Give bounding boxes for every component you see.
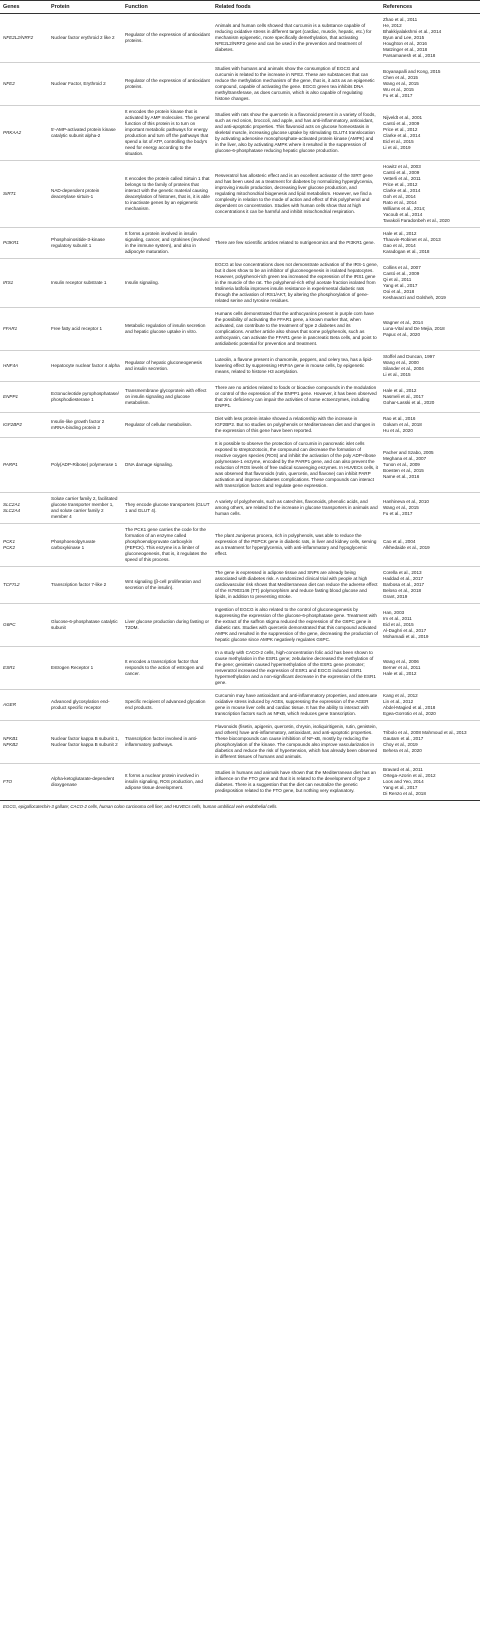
reference-item: Clarke et al., 2014 [383,133,421,138]
reference-item: Kang et al., 2012 [383,693,418,698]
reference-item: Wang et al., 2015 [383,505,419,510]
related-foods-cell: Diet with less protein intake showed a relationship with the increase in IGF2BP2. But no studies on polyphenols or Mediterranean diet and changes in the expression of this gene have been reported. [212,413,380,438]
protein-cell: Hepatocyte nuclear factor 4 alpha [48,351,122,382]
gene-symbol: PI3KR1 [3,240,19,245]
gene-symbol: NFKB2 [3,742,18,747]
related-foods-cell: Humans cells demonstrated that the anthocyanins present in purple corn have the possibility of activating the FFAR1 gene, a known marker that, when activated, can contribute to the treatment of type 2 diabetes and its complications. Another article also shows that some polyphenols, such as anthocyanin, can activate the FFAR1 gene in pancreatic Beta cells, and point to antidiabetic potential for prevention and treatment. [212,308,380,351]
related-foods-cell: Studies with humans and animals show the consumption of EGCG and curcumin is related to the increase in NFE2. These are substances that can reduce the methylation mechanism of the gene, that is, it acts as an epigenetic compound, capable of activating the gene. EGCG green tea inhibits DNA methyltransferase, as does curcumin, which is also capable of regulating histone changes. [212,63,380,106]
table-row [0,228,480,259]
gene-cell [0,259,48,308]
reference-item: Gokam et al., 2018 [383,422,422,427]
reference-item: Keshavarzi and Golsheh, 2019 [383,295,446,300]
reference-item: Hale et al., 2012 [383,388,417,393]
related-foods-cell: Ingestion of EGCG is also related to the control of gluconeogenesis by suppressing the expression of the glucose-6-phosphatase gene. Treatment with the extract of the saffron stigma reduced the expression of the G6PC gene in diabetic rats. Studies with quercetin demonstrated that this compound activated AMPK and resulted in the suppression of the gene, decreasing the production of hepatic glucose since AMPK negatively regulates G6PC. [212,604,380,647]
gene-symbol: HNF4A [3,363,19,368]
header-references: References [380,1,480,14]
gene-cell [0,524,48,567]
reference-item: Ortega-Azorin et al., 2012 [383,773,436,778]
protein-cell: Solute carrier family 2, facilitated glucose transporter member 1, and solute carrier family 2 member 4 [48,493,122,524]
protein-cell: Insulin-like growth factor 2 mRNA-binding protein 2 [48,413,122,438]
protein-cell: Ectonucleotide pyrophosphatase/ phosphodiesterase 1 [48,382,122,413]
table-row [0,259,480,308]
reference-item: Mohamadi et al., 2019 [383,634,429,639]
gene-cell [0,382,48,413]
related-foods-cell: It is possible to observe the protection of curcumin in pancreatic islet cells exposed to streptozotocin, the compound can decrease the formation of reactive oxygen species (ROS) and inhibit the activation of the poly ADP-ribose polymerase-1 enzyme, encoded by the PARP1 gene, and can also prevent the reduction of ROS levels of free radical scavenging enzymes. In HUVECs cells, it was observed that flavonoids (rutin, quercetin, and flavone) can inhibit PARP activation and improve diabetes complications. These compounds can interact with transcription factors and regulate gene expression. [212,438,380,493]
references-cell [380,438,480,493]
reference-item: Matzinger et al., 2018 [383,47,428,52]
reference-item: Rao et al., 2016 [383,416,416,421]
reference-item: Grant, 2019 [383,594,408,599]
reference-item: Im et al., 2011 [383,616,412,621]
protein-cell: Phosphoenolpyruvate carboxykinase 1 [48,524,122,567]
table-row [0,161,480,228]
reference-item: Karadogan et al., 2018 [383,249,430,254]
table-row [0,721,480,764]
function-cell: Wnt signaling (β-cell proliferation and secretion of the insulin). [122,567,212,604]
reference-item: Berner et al., 2011 [383,665,421,670]
reference-item: Alkhedaide et al., 2019 [383,545,430,550]
reference-item: Cantó et al., 2009 [383,271,420,276]
references-cell [380,63,480,106]
reference-item: Price et al., 2012 [383,127,418,132]
table-row [0,413,480,438]
gene-symbol: NFE2L2/NRF2 [3,35,34,40]
reference-item: Al-Daghri et al., 2017 [383,628,427,633]
gene-cell [0,308,48,351]
table-row [0,690,480,721]
protein-cell: Poly(ADP-Ribose) polymerase 1 [48,438,122,493]
gene-symbol: ESR1 [3,665,16,670]
reference-item: Barbosa et al., 2017 [383,582,425,587]
reference-item: Boesten et al., 2015 [383,468,424,473]
gene-cell [0,493,48,524]
gene-cell [0,567,48,604]
references-cell [380,228,480,259]
related-foods-cell: Studies in humans and animals have shown that the Mediterranean diet has an influence on the FTO gene and that it is related to the development of type 2 diabetes. There is a suggestion that the diet can neutralize the genetic predisposition related to the FTO gene, but nothing very explanatory. [212,764,380,801]
reference-item: Ooi et al., 2018 [383,289,415,294]
reference-item: Tribolo et al., 2008 Mahmoud et al., 2013 [383,730,467,735]
gene-symbol: FFAR1 [3,326,18,331]
reference-item: Vetterli et al., 2011 [383,176,421,181]
protein-cell: NAD-dependent protein deacetylase sirtuin-1 [48,161,122,228]
gene-cell [0,106,48,161]
function-cell: Metabolic regulation of insulin secretion and hepatic glucose uptake in vitro. [122,308,212,351]
reference-item: Parsamanesh et al., 2018 [383,53,436,58]
reference-item: Hale et al., 2012 [383,231,417,236]
protein-cell: Nuclear factor kappa B subunit 1, Nuclear factor kappa B subunit 2 [48,721,122,764]
references-cell [380,413,480,438]
gene-cell [0,721,48,764]
reference-item: Cantó et al., 2009 [383,121,420,126]
reference-item: Hu et al., 2020 [383,428,413,433]
reference-item: Lin et al., 2012 [383,699,414,704]
reference-item: Thauvin-Robinet et al., 2013 [383,237,441,242]
related-foods-cell: The gene is expressed in adipose tissue and SNPs are already being associated with diabetes risk. A randomized clinical trial with people at high cardiovascular risk shows that Mediterranean diet can reduce the adverse effect of the rs7903146 (TT) polymorphism and reduce fasting blood glucose and lipids, in addition to preventing stroke. [212,567,380,604]
function-cell: It forms a protein involved in insulin signaling, cancer, and cytokines (involved in the immune system), and also in adipocyte maturation. [122,228,212,259]
gene-cell [0,604,48,647]
function-cell: Regulator of hepatic gluconeogenesis and insulin secretion. [122,351,212,382]
function-cell: They encode glucose transporters (GLUT 1 and GLUT 4). [122,493,212,524]
table-container [0,0,480,812]
gene-cell [0,63,48,106]
reference-item: Bravard et al., 2011 [383,767,423,772]
reference-item: Boyanapalli and Kong, 2015 [383,69,441,74]
gene-cell [0,161,48,228]
reference-item: Gohar-Lasski et al., 2020 [383,400,435,405]
related-foods-cell: Luteolin, a flavone present in chamomile, peppers, and celery tea, has a lipid-lowering effect by suppressing HNF4A gene in mouse cells, by epigenetic means, related to histone H3 acetylation. [212,351,380,382]
references-cell [380,161,480,228]
gene-symbol: PARP1 [3,462,18,467]
reference-item: Han, 2003 [383,610,405,615]
function-cell: Regulator of the expression of antioxidant proteins. [122,14,212,63]
reference-item: Byun and Lee, 2015 [383,35,425,40]
protein-cell: Glucose-6-phosphatase catalytic subunit [48,604,122,647]
function-cell: It forms a nuclear protein involved in insulin signaling, ROS production, and adipose tissue development. [122,764,212,801]
gene-symbol: G6PC [3,622,16,627]
related-foods-cell: The plant Juniperus procera, rich in polyphenols, was able to reduce the expression of the PEPCK gene in diabetic rats, in liver and kidney cells, serving as a treatment for hyperglycemia, with anti-inflammatory and hypoglycemic effect. [212,524,380,567]
function-cell: The PCK1 gene carries the code for the formation of an enzyme called phosphoenolpyruvate carboxykin (PEPCK). This enzyme is a limiter of gluconeogenesis, that is, it regulates the speed of this process. [122,524,212,567]
reference-item: Luna-Vital and De Mejia, 2018 [383,326,445,331]
table-row [0,567,480,604]
reference-item: Bhakkiyalakshmi et al., 2014 [383,29,442,34]
reference-item: Wang et al., 2015 [383,81,419,86]
header-genes: Genes [0,1,48,14]
reference-item: Qi et al., 2011 [383,277,412,282]
reference-item: Li et al., 2015 [383,372,411,377]
reference-item: Cao et al., 2004 [383,539,416,544]
reference-item: Yang et al., 2017 [383,283,418,288]
reference-item: Pacher and Szabo, 2005 [383,450,434,455]
protein-cell: Phosphoinositide-3-kinase regulatory subunit 1 [48,228,122,259]
function-cell: Regulator of cellular metabolism. [122,413,212,438]
reference-item: Fu et al., 2017 [383,511,413,516]
reference-item: Choy et al., 2019 [383,742,418,747]
references-cell [380,567,480,604]
reference-item: Nasmeli et al., 2017 [383,394,424,399]
references-cell [380,690,480,721]
protein-cell: Advanced glycosylation end-product specific receptor [48,690,122,721]
gene-symbol: NFE2 [3,81,15,86]
related-foods-cell: Flavonoids (fisetin, apigenin, quercetin, chrysin, isoliquiritigenin, rutin, genistein, and others) have anti-inflammatory, antioxidant, and anti-apoptotic properties. These biocompounds can cause inhibition of NF-κB, mostly by reducing the phosphorylation of the kinase. The compounds also improve vascularization in diabetics and reduce the risk of hypertension, which has already been observed in different tissues of humans and animals. [212,721,380,764]
reference-item: Tunon et al., 2009 [383,462,420,467]
reference-item: Houghton et al., 2016 [383,41,427,46]
references-cell [380,259,480,308]
references-cell [380,764,480,801]
gene-cell [0,228,48,259]
reference-item: Loos and Yeo, 2014 [383,779,424,784]
table-row [0,63,480,106]
reference-item: Eid et al., 2015 [383,622,414,627]
reference-item: Yang et al., 2017 [383,785,418,790]
gene-symbol: PCK2 [3,545,16,550]
protein-cell: Free fatty acid receptor 1 [48,308,122,351]
table-row [0,764,480,801]
reference-item: Rato et al., 2014 [383,200,417,205]
table-header [0,1,480,14]
header-row [0,1,480,14]
reference-item: Li et al., 2019 [383,145,411,150]
references-cell [380,382,480,413]
gene-cell [0,438,48,493]
function-cell: Transmembrane glycoprotein with effect on insulin signaling and glucose metabolism. [122,382,212,413]
protein-cell: Nuclear Factor, Erythroid 2 [48,63,122,106]
function-cell: Specific recipient of advanced glycation end products. [122,690,212,721]
gene-symbol: FTO [3,779,13,784]
reference-item: Goh et al., 2014 [383,194,416,199]
function-cell: Insulin signaling. [122,259,212,308]
gene-cell [0,764,48,801]
function-cell: DNA damage signaling. [122,438,212,493]
references-cell [380,493,480,524]
table-row [0,604,480,647]
reference-item: Clarke et al., 2014 [383,188,421,193]
reference-item: Price et al., 2012 [383,182,418,187]
header-function: Function [122,1,212,14]
gene-cell [0,351,48,382]
gene-symbol: IRS1 [3,280,14,285]
references-cell [380,351,480,382]
reference-item: Papuc et al., 2020 [383,332,421,337]
references-cell [380,604,480,647]
reference-item: Nijveldt et al., 2001 [383,115,423,120]
reference-item: Di Renzo et al., 2018 [383,791,426,796]
reference-item: Hale et al., 2012 [383,671,417,676]
gene-symbol: SIRT1 [3,191,16,196]
related-foods-cell: There are no articles related to foods or bioactive compounds in the modulation or control of the expression of the ENPP1 gene. However, it has been observed that zinc deficiency can impair the activities of some ectoenzymes, including ENPP1. [212,382,380,413]
table-row [0,647,480,690]
related-foods-cell: A variety of polyphenols, such as catechins, flavonoids, phenolic acids, and among others, are related to the increase in glucose transporters in animals and human cells. [212,493,380,524]
reference-item: Yacoub et al., 2014 [383,212,423,217]
reference-item: Gautam et al., 2017 [383,736,424,741]
table-row [0,524,480,567]
reference-item: Gao et al., 2014 [383,243,416,248]
reference-item: Hanhineva et al., 2010 [383,499,429,504]
reference-item: He, 2012 [383,23,402,28]
protein-cell: Estrogen Receptor 1 [48,647,122,690]
gene-cell [0,14,48,63]
reference-item: Wu et al., 2015 [383,87,414,92]
reference-item: Egea-Gorrotio et al., 2020 [383,711,436,716]
gene-symbol: NFKB1 [3,736,18,741]
table-row [0,493,480,524]
table-footnote: EGCG, epigallocatechin-3 gallate; CACO-2 cells, human colon carcinoma cell line; and HUVECs cells, human umbilical vein endothelial cells. [3,804,278,809]
reference-item: Beloso et al., 2018 [383,588,422,593]
reference-item: Williams et al., 2014; [383,206,426,211]
reference-item: Howitz et al., 2003 [383,164,421,169]
related-foods-cell: Studies with rats show the quercetin is a flavonoid present in a variety of foods, such as red onion, broccoli, and apple, and has anti-inflammatory, antioxidant, and anti-apoptotic properties. This flavonoid acts on glucose homeostasis in skeletal muscle, increasing glucose uptake by stimulating GLUT4 translocation by activating adenosine monophosphate-activated protein kinase (AMPK) and in the liver, also by activating AMPK where it resulted in the suppression of glucose-6-phosphatase reducing hepatic glucose production. [212,106,380,161]
gene-symbol: ENPP1 [3,394,19,399]
gene-cell [0,413,48,438]
header-related-foods: Related foods [212,1,380,14]
references-cell [380,721,480,764]
reference-item: Collins et al., 2007 [383,265,421,270]
references-cell [380,14,480,63]
function-cell: Liver glucose production during fasting or T2DM. [122,604,212,647]
reference-item: Wang et al., 2000 [383,360,419,365]
function-cell: It encodes the protein kinase that is activated by AMP molecules. The general function of this protein is to turn on important metabolic pathways for energy production and turn off the pathways that spend a lot of ATP, controlling the body's need for energy according to the situation. [122,106,212,161]
related-foods-cell: EGCG at low concentrations does not demonstrate activation of the IRS-1 gene, but it does show to be an inhibitor of gluconeogenesis in isolated hepatocytes. However, polyphenol-rich green tea increased the expression of the IRS1 gene in the muscle of the rat. The polyphenol-rich ethyl acetate fraction isolated from Molineria latifolia improves insulin resistance in experimental diabetic rats through the activation of IRS1/AKT, by altering the phosphorylation of gene-related serine and tyrosine residues. [212,259,380,308]
gene-symbol: TCF7L2 [3,582,20,587]
reference-item: Zhao et al., 2011 [383,17,418,22]
reference-item: Wang et al., 2006 [383,659,419,664]
table-row [0,351,480,382]
reference-item: Meghana et al., 2007 [383,456,427,461]
genes-table [0,0,480,801]
reference-item: Cantó et al., 2009 [383,170,420,175]
protein-cell: Alpha-ketoglutarate-dependent dioxygenase [48,764,122,801]
references-cell [380,647,480,690]
related-foods-cell: Resveratrol has allosteric effect and is an excellent activator of the SIRT gene and has been used as a treatment for diabetes by normalizing hyperglycemia, improving insulin production, decreasing liver glucose production, and regulating mitochondrial biogenesis and lipid metabolism. However, we find a complexity in relation to the mode of action and effect of this polyphenol and dependent on concentration. Studies with human cells show that at high concentrations it can be harmful and inhibit mitochondrial respiration. [212,161,380,228]
gene-symbol: SLC2A4 [3,508,21,513]
table-row [0,14,480,63]
reference-item: Stoffel and Duncan, 1997 [383,354,435,359]
protein-cell: Insulin receptor substrate 1 [48,259,122,308]
protein-cell: Nuclear factor erythroid 2 like 2 [48,14,122,63]
reference-item: Tavakoli Faradonbeh et al., 2020 [383,218,450,223]
table-row [0,106,480,161]
related-foods-cell: There are few scientific articles related to nutrigenomics and the PI3KR1 gene. [212,228,380,259]
reference-item: Fu et al., 2017 [383,93,413,98]
gene-cell [0,647,48,690]
function-cell: It encodes the protein called Sirtuin 1 that belongs to the family of proteins that interact with the genetic material causing deacetylation of histones, that is, it is able to inactivate genes by an epigenetic mechanism. [122,161,212,228]
function-cell: Regulator of the expression of antioxidant proteins. [122,63,212,106]
gene-symbol: PRKAA2 [3,130,22,135]
references-cell [380,524,480,567]
references-cell [380,308,480,351]
header-protein: Protein [48,1,122,14]
reference-item: Corella et al., 2013 [383,570,422,575]
gene-symbol: PCK1 [3,539,16,544]
gene-symbol: IGF2BP2 [3,422,22,427]
protein-cell: Transcription factor 7-like 2 [48,567,122,604]
references-cell [380,106,480,161]
reference-item: Wagner et al., 2014 [383,320,423,325]
function-cell: Transcription factor involved in anti-inflammatory pathways. [122,721,212,764]
gene-symbol: AGER [3,702,17,707]
table-row [0,438,480,493]
function-cell: It encodes a transcription factor that responds to the action of estrogen and cancer. [122,647,212,690]
reference-item: Silander et al., 2004 [383,366,424,371]
protein-cell: 5'-AMP-activated protein kinase catalytic subunit alpha-2 [48,106,122,161]
table-row [0,308,480,351]
reference-item: Abdel-Magied et al., 2018 [383,705,436,710]
gene-symbol: SLC2A1 [3,502,21,507]
reference-item: Name et al., 2016 [383,474,420,479]
table-row [0,382,480,413]
reference-item: Haddad et al., 2017 [383,576,424,581]
related-foods-cell: Animals and human cells showed that curcumin is a substance capable of reducing oxidative stress in different target (cardiac, muscle, hepatic, etc.) for mechanism epigenetic, more specifically demethylation, that activating NFE2L2/NRF2 gene and can be used in the prevention and treatment of diabetes. [212,14,380,63]
related-foods-cell: In a study with CACO-2 cells, high-concentration folic acid has been shown to cause methylation in the ESR1 gene; zebularine decreased the methylation of the gene; genistein caused hypermethylation of the ESR1 gene promoter; resveratrol increased the expression of ESR1 and EGCG induced ESR1 hypermethylation and a non-significant decrease in the expression of the ESR1 gene. [212,647,380,690]
related-foods-cell: Curcumin may have antioxidant and anti-inflammatory properties, and attenuate oxidative stress induced by AGEs, suppressing the expression of the AGER gene in mouse liver cells and cardiac tissue. It has the ability to interact with transcription factors such as NFκB, which reduces gene transcription. [212,690,380,721]
table-body [0,14,480,801]
reference-item: Behera et al., 2020 [383,748,422,753]
reference-item: Chen et al., 2015 [383,75,418,80]
reference-item: Eid et al., 2015 [383,139,414,144]
gene-cell [0,690,48,721]
